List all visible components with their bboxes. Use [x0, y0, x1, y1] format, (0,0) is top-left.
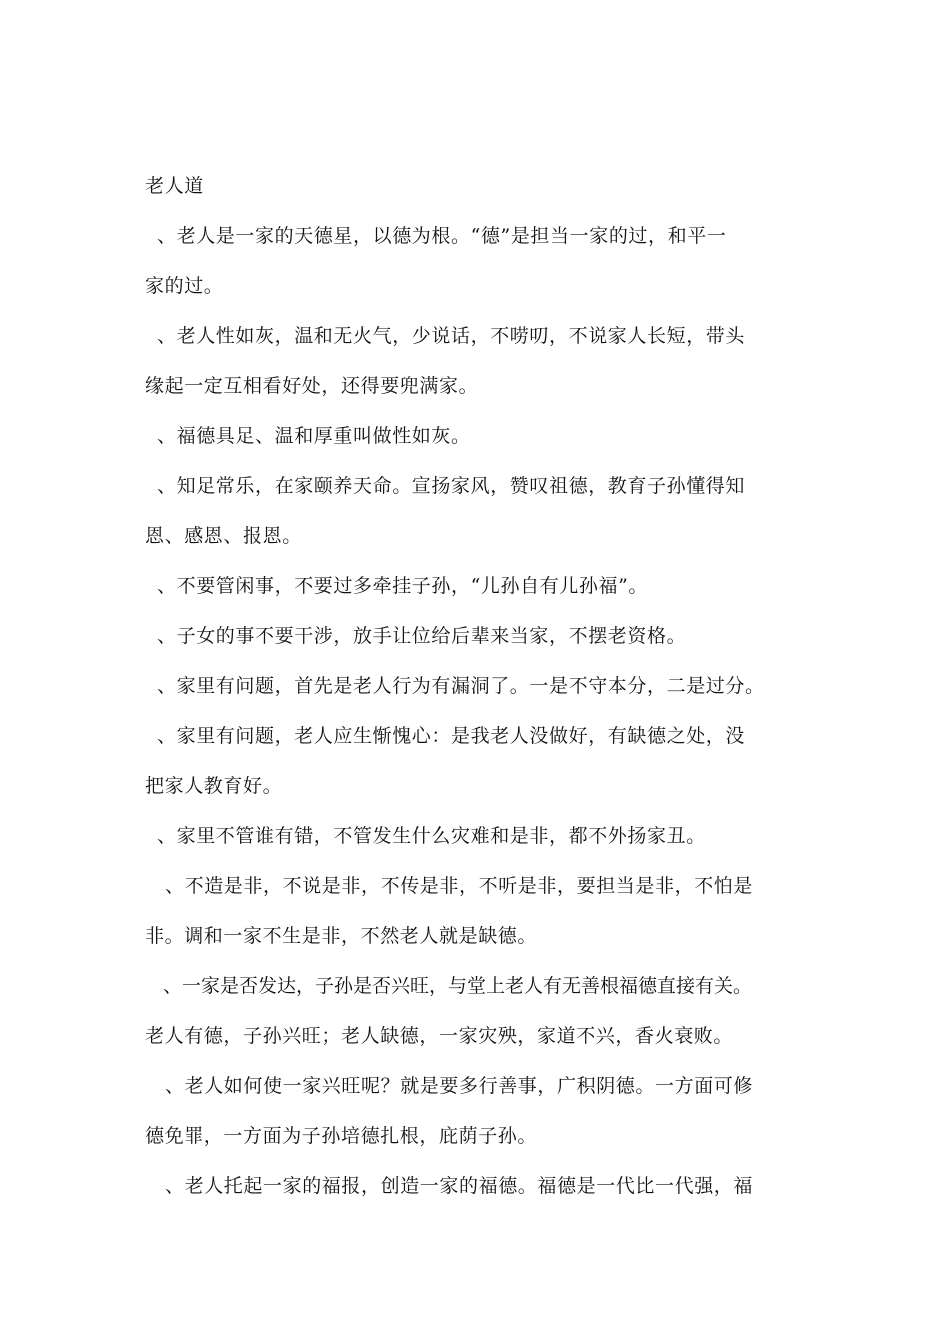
text-line: 、家里不管谁有错，不管发生什么灾难和是非，都不外扬家丑。	[157, 825, 706, 847]
text-line: 、老人如何使一家兴旺呢？就是要多行善事，广积阴德。一方面可修	[165, 1075, 754, 1097]
text-line: 、不造是非，不说是非，不传是非，不听是非，要担当是非，不怕是	[165, 875, 754, 897]
text-line: 、知足常乐，在家颐养天命。宣扬家风，赞叹祖德，教育子孙懂得知	[157, 475, 746, 497]
text-line: 恩、感恩、报恩。	[145, 525, 302, 547]
text-line: 把家人教育好。	[145, 775, 283, 797]
text-line: 缘起一定互相看好处，还得要兜满家。	[145, 375, 479, 397]
text-line: 、不要管闲事，不要过多牵挂子孙，“儿孙自有儿孙福”。	[157, 575, 649, 597]
text-line: 、家里有问题，首先是老人行为有漏洞了。一是不守本分，二是过分。	[157, 675, 765, 697]
text-line: 、一家是否发达，子孙是否兴旺，与堂上老人有无善根福德直接有关。	[163, 975, 753, 997]
text-line: 、老人性如灰，温和无火气，少说话，不唠叨，不说家人长短，带头	[157, 325, 746, 347]
text-line: 非。调和一家不生是非，不然老人就是缺德。	[145, 925, 538, 947]
text-line: 、子女的事不要干涉，放手让位给后辈来当家，不摆老资格。	[157, 625, 687, 647]
text-line: 老人有德，子孙兴旺；老人缺德，一家灾殃，家道不兴，香火衰败。	[145, 1025, 734, 1047]
document-title: 老人道	[145, 175, 204, 197]
text-line: 、家里有问题，老人应生惭愧心：是我老人没做好，有缺德之处，没	[157, 725, 746, 747]
text-line: 、老人是一家的天德星，以德为根。“德”是担当一家的过，和平一	[157, 225, 727, 247]
text-line: 家的过。	[145, 275, 224, 297]
text-line: 德免罪，一方面为子孙培德扎根，庇荫子孙。	[145, 1125, 538, 1147]
text-line: 、老人托起一家的福报，创造一家的福德。福德是一代比一代强，福	[165, 1175, 754, 1197]
text-line: 、福德具足、温和厚重叫做性如灰。	[157, 425, 471, 447]
